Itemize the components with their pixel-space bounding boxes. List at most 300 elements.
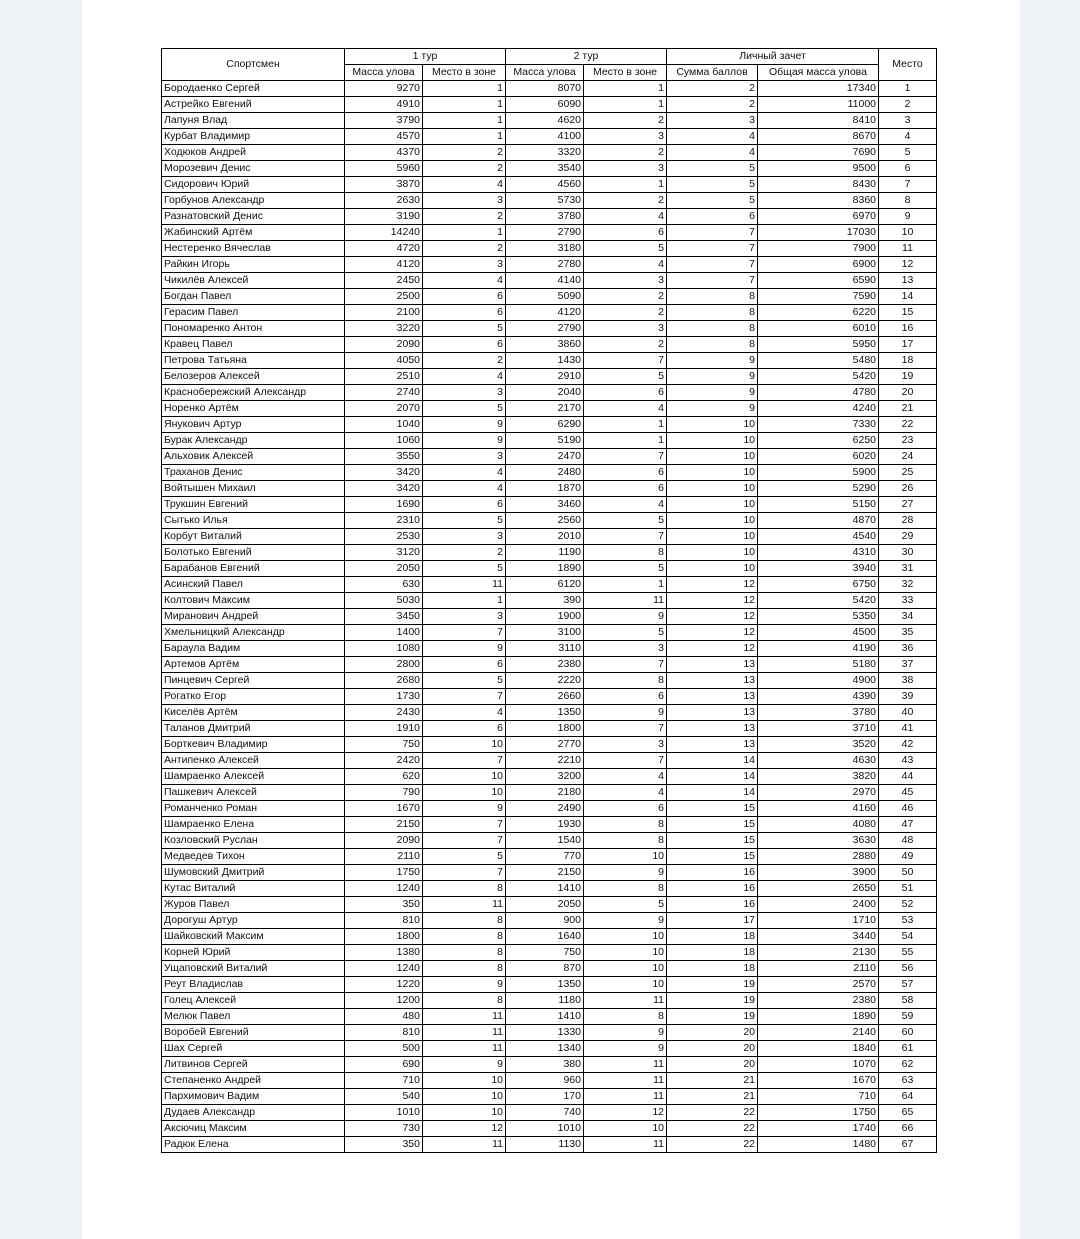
r2-catch-mass-cell: 750 xyxy=(506,945,584,961)
r2-catch-mass-cell: 4560 xyxy=(506,177,584,193)
total-mass-cell: 710 xyxy=(758,1089,879,1105)
final-place-cell: 61 xyxy=(879,1041,937,1057)
r1-zone-place-cell: 9 xyxy=(423,801,506,817)
table-row xyxy=(162,385,937,401)
r1-zone-place-cell: 8 xyxy=(423,945,506,961)
final-place-cell: 3 xyxy=(879,113,937,129)
total-mass-cell: 2130 xyxy=(758,945,879,961)
r2-zone-place-cell: 10 xyxy=(584,977,667,993)
athlete-name-cell: Литвинов Сергей xyxy=(162,1057,345,1073)
total-mass-cell: 5350 xyxy=(758,609,879,625)
final-place-cell: 10 xyxy=(879,225,937,241)
table-row xyxy=(162,753,937,769)
r1-catch-mass-cell: 14240 xyxy=(345,225,423,241)
r2-catch-mass-cell: 1800 xyxy=(506,721,584,737)
r2-zone-place-cell: 8 xyxy=(584,1009,667,1025)
athlete-name-cell: Жабинский Артём xyxy=(162,225,345,241)
r2-zone-place-cell: 2 xyxy=(584,113,667,129)
total-mass-cell: 5180 xyxy=(758,657,879,673)
r1-catch-mass-cell: 9270 xyxy=(345,81,423,97)
r2-catch-mass-cell: 1010 xyxy=(506,1121,584,1137)
r2-catch-mass-cell: 4120 xyxy=(506,305,584,321)
final-place-cell: 63 xyxy=(879,1073,937,1089)
points-sum-cell: 13 xyxy=(667,737,758,753)
points-sum-cell: 8 xyxy=(667,289,758,305)
points-sum-cell: 12 xyxy=(667,593,758,609)
final-place-cell: 21 xyxy=(879,401,937,417)
r2-catch-mass-cell: 170 xyxy=(506,1089,584,1105)
table-row xyxy=(162,593,937,609)
header-athlete: Спортсмен xyxy=(162,49,345,81)
final-place-cell: 23 xyxy=(879,433,937,449)
table-row xyxy=(162,849,937,865)
total-mass-cell: 5900 xyxy=(758,465,879,481)
athlete-name-cell: Бурак Александр xyxy=(162,433,345,449)
total-mass-cell: 4310 xyxy=(758,545,879,561)
r1-zone-place-cell: 11 xyxy=(423,1025,506,1041)
r2-zone-place-cell: 5 xyxy=(584,897,667,913)
r2-zone-place-cell: 7 xyxy=(584,353,667,369)
final-place-cell: 2 xyxy=(879,97,937,113)
r2-catch-mass-cell: 3780 xyxy=(506,209,584,225)
points-sum-cell: 10 xyxy=(667,545,758,561)
r2-zone-place-cell: 6 xyxy=(584,225,667,241)
table-row xyxy=(162,609,937,625)
table-row xyxy=(162,97,937,113)
final-place-cell: 50 xyxy=(879,865,937,881)
r1-zone-place-cell: 11 xyxy=(423,577,506,593)
athlete-name-cell: Журов Павел xyxy=(162,897,345,913)
r2-zone-place-cell: 7 xyxy=(584,449,667,465)
header-points-sum: Сумма баллов xyxy=(667,65,758,81)
r1-zone-place-cell: 9 xyxy=(423,641,506,657)
r1-zone-place-cell: 9 xyxy=(423,1057,506,1073)
athlete-name-cell: Траханов Денис xyxy=(162,465,345,481)
r2-zone-place-cell: 2 xyxy=(584,305,667,321)
table-row xyxy=(162,481,937,497)
r1-catch-mass-cell: 1800 xyxy=(345,929,423,945)
points-sum-cell: 21 xyxy=(667,1073,758,1089)
final-place-cell: 19 xyxy=(879,369,937,385)
r2-zone-place-cell: 7 xyxy=(584,721,667,737)
r1-catch-mass-cell: 3420 xyxy=(345,465,423,481)
final-place-cell: 13 xyxy=(879,273,937,289)
total-mass-cell: 2570 xyxy=(758,977,879,993)
r1-zone-place-cell: 3 xyxy=(423,257,506,273)
athlete-name-cell: Борткевич Владимир xyxy=(162,737,345,753)
r2-catch-mass-cell: 1890 xyxy=(506,561,584,577)
athlete-name-cell: Пономаренко Антон xyxy=(162,321,345,337)
r1-zone-place-cell: 9 xyxy=(423,977,506,993)
r2-zone-place-cell: 6 xyxy=(584,385,667,401)
points-sum-cell: 12 xyxy=(667,641,758,657)
header-round1: 1 тур xyxy=(345,49,506,65)
r2-zone-place-cell: 3 xyxy=(584,321,667,337)
total-mass-cell: 4900 xyxy=(758,673,879,689)
r2-zone-place-cell: 4 xyxy=(584,401,667,417)
final-place-cell: 64 xyxy=(879,1089,937,1105)
athlete-name-cell: Пашкевич Алексей xyxy=(162,785,345,801)
points-sum-cell: 20 xyxy=(667,1057,758,1073)
r1-zone-place-cell: 4 xyxy=(423,177,506,193)
r2-catch-mass-cell: 2150 xyxy=(506,865,584,881)
table-row xyxy=(162,689,937,705)
table-row xyxy=(162,289,937,305)
total-mass-cell: 3630 xyxy=(758,833,879,849)
r2-zone-place-cell: 4 xyxy=(584,209,667,225)
total-mass-cell: 3820 xyxy=(758,769,879,785)
r2-catch-mass-cell: 3460 xyxy=(506,497,584,513)
total-mass-cell: 4080 xyxy=(758,817,879,833)
r2-zone-place-cell: 7 xyxy=(584,657,667,673)
athlete-name-cell: Герасим Павел xyxy=(162,305,345,321)
table-row xyxy=(162,801,937,817)
r2-catch-mass-cell: 1640 xyxy=(506,929,584,945)
final-place-cell: 33 xyxy=(879,593,937,609)
r2-catch-mass-cell: 390 xyxy=(506,593,584,609)
r2-catch-mass-cell: 2210 xyxy=(506,753,584,769)
r1-catch-mass-cell: 2450 xyxy=(345,273,423,289)
athlete-name-cell: Ущаповский Виталий xyxy=(162,961,345,977)
r1-catch-mass-cell: 1080 xyxy=(345,641,423,657)
r2-catch-mass-cell: 1330 xyxy=(506,1025,584,1041)
final-place-cell: 62 xyxy=(879,1057,937,1073)
r1-catch-mass-cell: 350 xyxy=(345,1137,423,1153)
points-sum-cell: 19 xyxy=(667,1009,758,1025)
r1-catch-mass-cell: 1690 xyxy=(345,497,423,513)
total-mass-cell: 4500 xyxy=(758,625,879,641)
total-mass-cell: 3940 xyxy=(758,561,879,577)
r1-zone-place-cell: 12 xyxy=(423,1121,506,1137)
r1-catch-mass-cell: 1400 xyxy=(345,625,423,641)
total-mass-cell: 4390 xyxy=(758,689,879,705)
athlete-name-cell: Степаненко Андрей xyxy=(162,1073,345,1089)
r2-zone-place-cell: 6 xyxy=(584,481,667,497)
r2-zone-place-cell: 7 xyxy=(584,529,667,545)
r2-zone-place-cell: 7 xyxy=(584,753,667,769)
points-sum-cell: 16 xyxy=(667,865,758,881)
r2-catch-mass-cell: 2180 xyxy=(506,785,584,801)
points-sum-cell: 20 xyxy=(667,1041,758,1057)
r2-zone-place-cell: 4 xyxy=(584,497,667,513)
r1-catch-mass-cell: 2090 xyxy=(345,833,423,849)
athlete-name-cell: Кутас Виталий xyxy=(162,881,345,897)
final-place-cell: 32 xyxy=(879,577,937,593)
points-sum-cell: 15 xyxy=(667,801,758,817)
final-place-cell: 29 xyxy=(879,529,937,545)
final-place-cell: 18 xyxy=(879,353,937,369)
r1-zone-place-cell: 4 xyxy=(423,465,506,481)
points-sum-cell: 10 xyxy=(667,513,758,529)
r2-zone-place-cell: 5 xyxy=(584,561,667,577)
header-r1-catch-mass: Масса улова xyxy=(345,65,423,81)
table-row xyxy=(162,193,937,209)
final-place-cell: 53 xyxy=(879,913,937,929)
r2-zone-place-cell: 8 xyxy=(584,881,667,897)
total-mass-cell: 3520 xyxy=(758,737,879,753)
r2-zone-place-cell: 1 xyxy=(584,97,667,113)
r1-catch-mass-cell: 1240 xyxy=(345,881,423,897)
r2-zone-place-cell: 4 xyxy=(584,257,667,273)
r1-zone-place-cell: 6 xyxy=(423,305,506,321)
r2-zone-place-cell: 8 xyxy=(584,833,667,849)
r1-catch-mass-cell: 2630 xyxy=(345,193,423,209)
r1-zone-place-cell: 8 xyxy=(423,881,506,897)
r2-zone-place-cell: 2 xyxy=(584,337,667,353)
r2-catch-mass-cell: 6290 xyxy=(506,417,584,433)
r2-zone-place-cell: 2 xyxy=(584,193,667,209)
r1-zone-place-cell: 6 xyxy=(423,721,506,737)
total-mass-cell: 4160 xyxy=(758,801,879,817)
r2-zone-place-cell: 10 xyxy=(584,945,667,961)
athlete-name-cell: Козловский Руслан xyxy=(162,833,345,849)
final-place-cell: 54 xyxy=(879,929,937,945)
final-place-cell: 38 xyxy=(879,673,937,689)
r1-catch-mass-cell: 1060 xyxy=(345,433,423,449)
r2-catch-mass-cell: 1870 xyxy=(506,481,584,497)
final-place-cell: 35 xyxy=(879,625,937,641)
r2-catch-mass-cell: 1130 xyxy=(506,1137,584,1153)
r1-zone-place-cell: 4 xyxy=(423,369,506,385)
r1-catch-mass-cell: 1200 xyxy=(345,993,423,1009)
total-mass-cell: 6220 xyxy=(758,305,879,321)
r2-catch-mass-cell: 6120 xyxy=(506,577,584,593)
athlete-name-cell: Таланов Дмитрий xyxy=(162,721,345,737)
athlete-name-cell: Шамраенко Алексей xyxy=(162,769,345,785)
points-sum-cell: 4 xyxy=(667,145,758,161)
r2-zone-place-cell: 9 xyxy=(584,609,667,625)
final-place-cell: 37 xyxy=(879,657,937,673)
points-sum-cell: 9 xyxy=(667,385,758,401)
r2-zone-place-cell: 9 xyxy=(584,1041,667,1057)
table-row xyxy=(162,241,937,257)
total-mass-cell: 7690 xyxy=(758,145,879,161)
r1-zone-place-cell: 8 xyxy=(423,913,506,929)
points-sum-cell: 14 xyxy=(667,769,758,785)
r1-zone-place-cell: 3 xyxy=(423,385,506,401)
r1-catch-mass-cell: 500 xyxy=(345,1041,423,1057)
r1-zone-place-cell: 7 xyxy=(423,689,506,705)
final-place-cell: 8 xyxy=(879,193,937,209)
final-place-cell: 43 xyxy=(879,753,937,769)
points-sum-cell: 2 xyxy=(667,97,758,113)
r2-catch-mass-cell: 2790 xyxy=(506,321,584,337)
header-personal: Личный зачет xyxy=(667,49,879,65)
r1-catch-mass-cell: 1380 xyxy=(345,945,423,961)
athlete-name-cell: Бородаенко Сергей xyxy=(162,81,345,97)
table-row xyxy=(162,337,937,353)
table-row xyxy=(162,817,937,833)
r1-zone-place-cell: 4 xyxy=(423,481,506,497)
athlete-name-cell: Морозевич Денис xyxy=(162,161,345,177)
total-mass-cell: 2880 xyxy=(758,849,879,865)
table-row xyxy=(162,433,937,449)
r1-catch-mass-cell: 1910 xyxy=(345,721,423,737)
header-place: Место xyxy=(879,49,937,81)
athlete-name-cell: Шах Сергей xyxy=(162,1041,345,1057)
total-mass-cell: 1750 xyxy=(758,1105,879,1121)
points-sum-cell: 10 xyxy=(667,449,758,465)
total-mass-cell: 1890 xyxy=(758,1009,879,1025)
r2-zone-place-cell: 11 xyxy=(584,1057,667,1073)
table-row xyxy=(162,449,937,465)
r1-catch-mass-cell: 4050 xyxy=(345,353,423,369)
r2-catch-mass-cell: 770 xyxy=(506,849,584,865)
athlete-name-cell: Артемов Артём xyxy=(162,657,345,673)
r2-zone-place-cell: 3 xyxy=(584,129,667,145)
total-mass-cell: 3900 xyxy=(758,865,879,881)
table-row xyxy=(162,225,937,241)
r1-catch-mass-cell: 2510 xyxy=(345,369,423,385)
athlete-name-cell: Болотько Евгений xyxy=(162,545,345,561)
total-mass-cell: 4240 xyxy=(758,401,879,417)
table-row xyxy=(162,1137,937,1153)
r2-catch-mass-cell: 3320 xyxy=(506,145,584,161)
r2-zone-place-cell: 3 xyxy=(584,161,667,177)
final-place-cell: 59 xyxy=(879,1009,937,1025)
total-mass-cell: 2140 xyxy=(758,1025,879,1041)
r2-catch-mass-cell: 2010 xyxy=(506,529,584,545)
r2-zone-place-cell: 6 xyxy=(584,801,667,817)
r1-zone-place-cell: 7 xyxy=(423,865,506,881)
athlete-name-cell: Корней Юрий xyxy=(162,945,345,961)
points-sum-cell: 22 xyxy=(667,1121,758,1137)
points-sum-cell: 5 xyxy=(667,193,758,209)
r1-zone-place-cell: 3 xyxy=(423,529,506,545)
r2-catch-mass-cell: 1340 xyxy=(506,1041,584,1057)
athlete-name-cell: Шамраенко Елена xyxy=(162,817,345,833)
r1-zone-place-cell: 11 xyxy=(423,897,506,913)
final-place-cell: 6 xyxy=(879,161,937,177)
r2-catch-mass-cell: 6090 xyxy=(506,97,584,113)
points-sum-cell: 13 xyxy=(667,689,758,705)
r2-catch-mass-cell: 3110 xyxy=(506,641,584,657)
r1-catch-mass-cell: 730 xyxy=(345,1121,423,1137)
r2-zone-place-cell: 8 xyxy=(584,817,667,833)
r1-catch-mass-cell: 810 xyxy=(345,913,423,929)
final-place-cell: 22 xyxy=(879,417,937,433)
total-mass-cell: 1710 xyxy=(758,913,879,929)
r1-zone-place-cell: 7 xyxy=(423,753,506,769)
total-mass-cell: 5420 xyxy=(758,369,879,385)
athlete-name-cell: Чикилёв Алексей xyxy=(162,273,345,289)
table-row xyxy=(162,641,937,657)
r1-catch-mass-cell: 1670 xyxy=(345,801,423,817)
r2-catch-mass-cell: 1350 xyxy=(506,977,584,993)
r1-zone-place-cell: 6 xyxy=(423,337,506,353)
points-sum-cell: 5 xyxy=(667,177,758,193)
table-row xyxy=(162,913,937,929)
r1-zone-place-cell: 9 xyxy=(423,433,506,449)
table-row xyxy=(162,1009,937,1025)
r2-zone-place-cell: 1 xyxy=(584,417,667,433)
points-sum-cell: 13 xyxy=(667,673,758,689)
r1-catch-mass-cell: 1040 xyxy=(345,417,423,433)
final-place-cell: 40 xyxy=(879,705,937,721)
total-mass-cell: 7900 xyxy=(758,241,879,257)
r1-catch-mass-cell: 2310 xyxy=(345,513,423,529)
r1-zone-place-cell: 11 xyxy=(423,1041,506,1057)
r2-zone-place-cell: 11 xyxy=(584,593,667,609)
r2-zone-place-cell: 10 xyxy=(584,849,667,865)
r2-zone-place-cell: 10 xyxy=(584,1121,667,1137)
header-r2-zone-place: Место в зоне xyxy=(584,65,667,81)
points-sum-cell: 9 xyxy=(667,401,758,417)
r2-catch-mass-cell: 3860 xyxy=(506,337,584,353)
table-row xyxy=(162,529,937,545)
total-mass-cell: 4780 xyxy=(758,385,879,401)
total-mass-cell: 1480 xyxy=(758,1137,879,1153)
r2-catch-mass-cell: 1410 xyxy=(506,881,584,897)
points-sum-cell: 7 xyxy=(667,241,758,257)
total-mass-cell: 4870 xyxy=(758,513,879,529)
r1-zone-place-cell: 5 xyxy=(423,849,506,865)
total-mass-cell: 1670 xyxy=(758,1073,879,1089)
r1-zone-place-cell: 5 xyxy=(423,401,506,417)
points-sum-cell: 13 xyxy=(667,721,758,737)
table-row xyxy=(162,401,937,417)
points-sum-cell: 22 xyxy=(667,1105,758,1121)
total-mass-cell: 9500 xyxy=(758,161,879,177)
r1-zone-place-cell: 6 xyxy=(423,289,506,305)
athlete-name-cell: Богдан Павел xyxy=(162,289,345,305)
points-sum-cell: 10 xyxy=(667,417,758,433)
points-sum-cell: 8 xyxy=(667,305,758,321)
athlete-name-cell: Райкин Игорь xyxy=(162,257,345,273)
r2-zone-place-cell: 3 xyxy=(584,273,667,289)
r2-catch-mass-cell: 1540 xyxy=(506,833,584,849)
athlete-name-cell: Курбат Владимир xyxy=(162,129,345,145)
table-row xyxy=(162,417,937,433)
r2-catch-mass-cell: 1180 xyxy=(506,993,584,1009)
table-row xyxy=(162,497,937,513)
points-sum-cell: 10 xyxy=(667,481,758,497)
r2-catch-mass-cell: 2910 xyxy=(506,369,584,385)
r1-catch-mass-cell: 2800 xyxy=(345,657,423,673)
athlete-name-cell: Разнатовский Денис xyxy=(162,209,345,225)
r2-catch-mass-cell: 5190 xyxy=(506,433,584,449)
total-mass-cell: 5150 xyxy=(758,497,879,513)
athlete-name-cell: Пинцевич Сергей xyxy=(162,673,345,689)
total-mass-cell: 3710 xyxy=(758,721,879,737)
final-place-cell: 4 xyxy=(879,129,937,145)
r2-catch-mass-cell: 2560 xyxy=(506,513,584,529)
table-row xyxy=(162,977,937,993)
r2-catch-mass-cell: 740 xyxy=(506,1105,584,1121)
table-row xyxy=(162,321,937,337)
total-mass-cell: 2400 xyxy=(758,897,879,913)
final-place-cell: 17 xyxy=(879,337,937,353)
points-sum-cell: 2 xyxy=(667,81,758,97)
r1-catch-mass-cell: 2430 xyxy=(345,705,423,721)
final-place-cell: 45 xyxy=(879,785,937,801)
athlete-name-cell: Хмельницкий Александр xyxy=(162,625,345,641)
r1-catch-mass-cell: 4570 xyxy=(345,129,423,145)
total-mass-cell: 5420 xyxy=(758,593,879,609)
athlete-name-cell: Дудаев Александр xyxy=(162,1105,345,1121)
athlete-name-cell: Асинский Павел xyxy=(162,577,345,593)
points-sum-cell: 7 xyxy=(667,273,758,289)
r1-catch-mass-cell: 3550 xyxy=(345,449,423,465)
r2-catch-mass-cell: 1930 xyxy=(506,817,584,833)
r1-zone-place-cell: 10 xyxy=(423,785,506,801)
r1-zone-place-cell: 5 xyxy=(423,561,506,577)
final-place-cell: 48 xyxy=(879,833,937,849)
points-sum-cell: 15 xyxy=(667,817,758,833)
r1-zone-place-cell: 2 xyxy=(423,161,506,177)
r2-catch-mass-cell: 2790 xyxy=(506,225,584,241)
r1-zone-place-cell: 10 xyxy=(423,737,506,753)
